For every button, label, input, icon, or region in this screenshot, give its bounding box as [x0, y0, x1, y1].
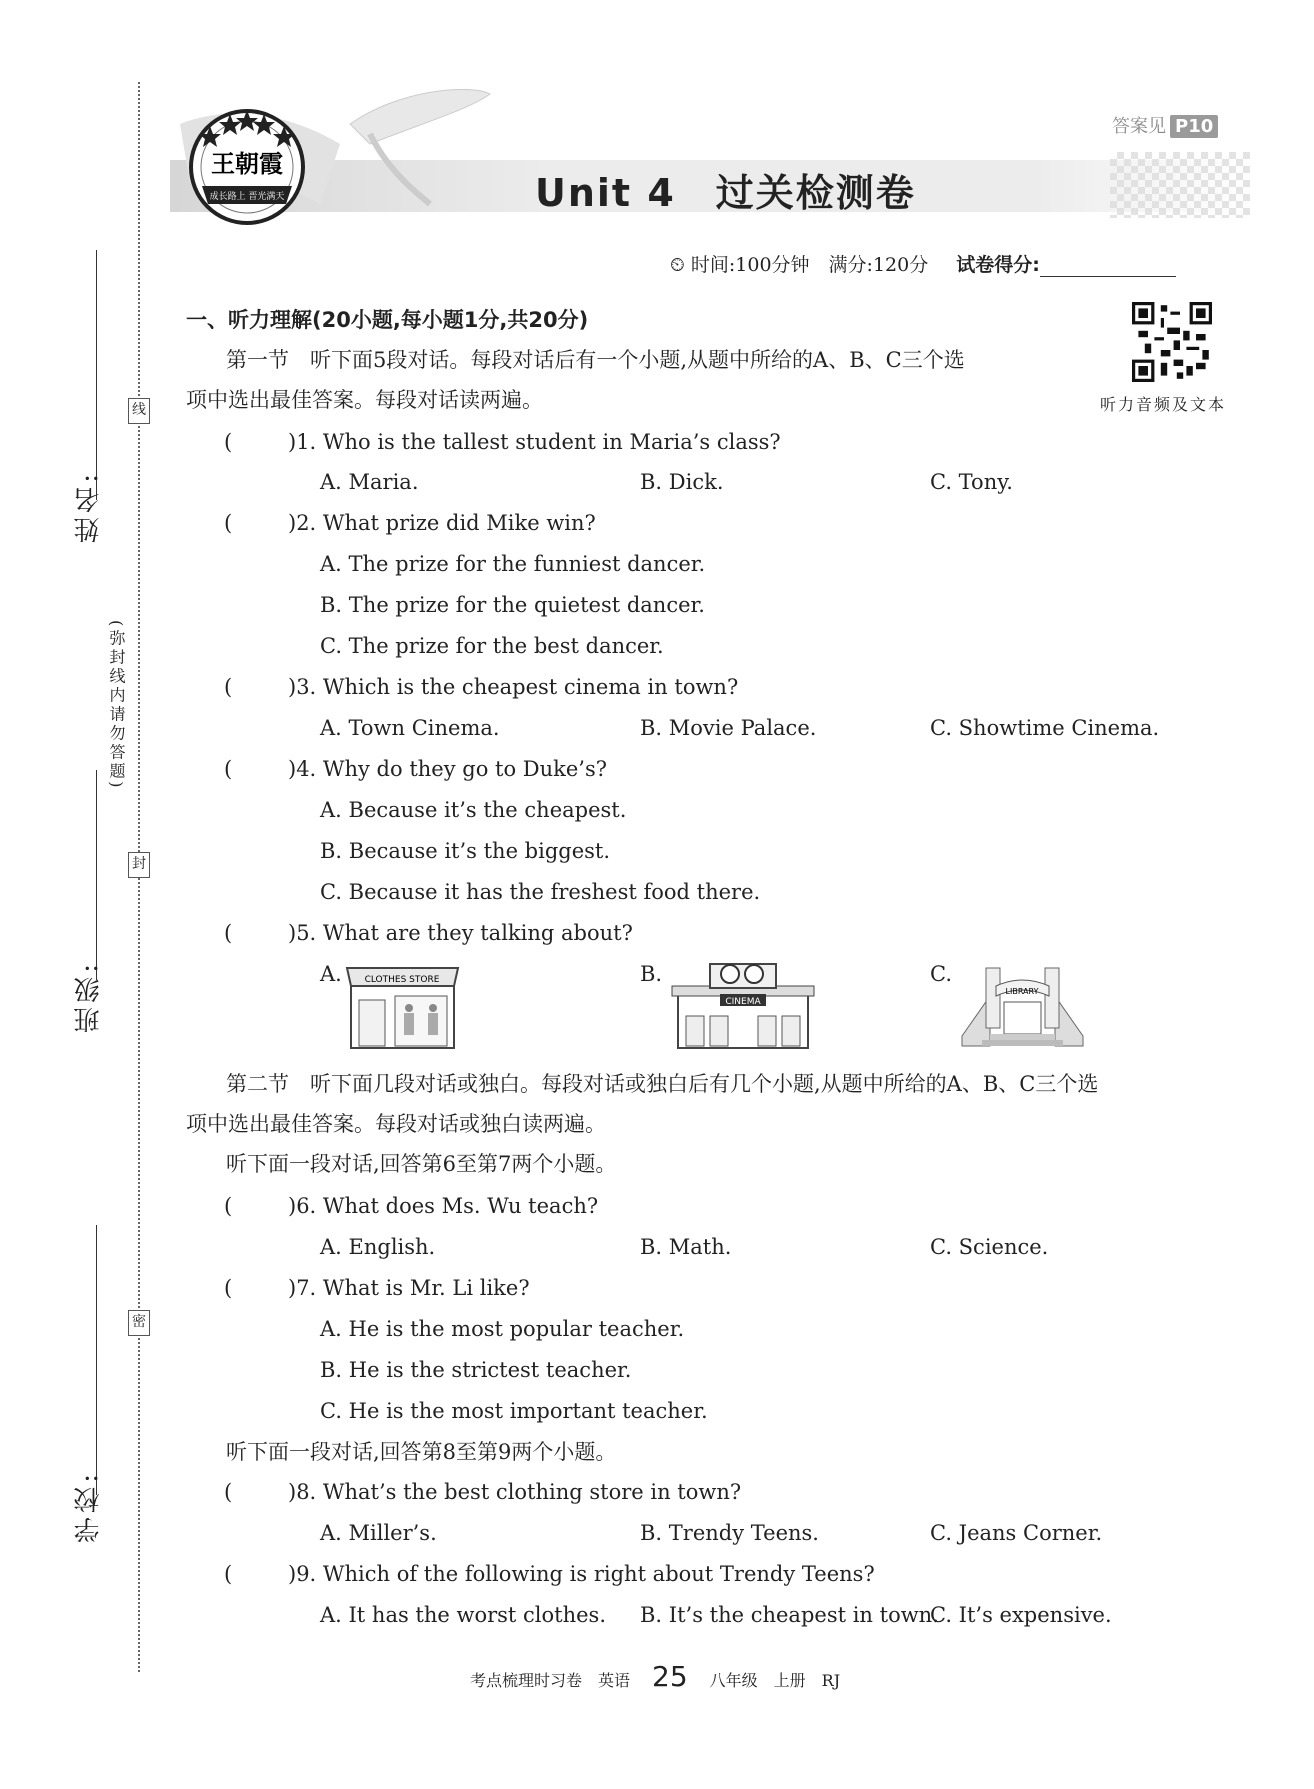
seal-note: (弥封线内请勿答题): [107, 620, 126, 791]
name-write-line: [96, 250, 97, 500]
banner-pattern: [1110, 152, 1250, 218]
part2-intro-line1: 第二节 听下面几段对话或独白。每段对话或独白后有几个小题,从题中所给的A、B、C三个选: [226, 1072, 1099, 1096]
part1-intro-line1: 第一节 听下面5段对话。每段对话后有一个小题,从题中所给的A、B、C三个选: [226, 348, 965, 372]
answer-paren[interactable]: (: [224, 1562, 233, 1586]
page-footer: [470, 1660, 990, 1693]
answer-paren[interactable]: (: [224, 511, 233, 535]
option-a: A. Maria.: [320, 470, 419, 494]
seal-mark-close: 密: [128, 1310, 150, 1336]
option-b: B. Dick.: [640, 470, 724, 494]
part2-intro-line2: 项中选出最佳答案。每段对话或独白读两遍。: [186, 1112, 606, 1136]
option-c: C. The prize for the best dancer.: [320, 634, 664, 658]
answer-paren[interactable]: (: [224, 921, 233, 945]
option-b: B. Math.: [640, 1235, 732, 1259]
question-text: )3. Which is the cheapest cinema in town?: [288, 675, 739, 699]
option-a: A. He is the most popular teacher.: [320, 1317, 685, 1341]
option-b: B. Movie Palace.: [640, 716, 817, 740]
answer-paren[interactable]: (: [224, 1276, 233, 1300]
question-text: )7. What is Mr. Li like?: [288, 1276, 530, 1300]
option-a: A. Because it’s the cheapest.: [320, 798, 627, 822]
option-a: A. The prize for the funniest dancer.: [320, 552, 706, 576]
part1-intro-line2: 项中选出最佳答案。每段对话读两遍。: [186, 388, 543, 412]
option-b: B. He is the strictest teacher.: [320, 1358, 632, 1382]
dialog-instruction-6-7: 听下面一段对话,回答第6至第7两个小题。: [226, 1152, 617, 1176]
option-b: B. Because it’s the biggest.: [320, 839, 611, 863]
option-c: C. Science.: [930, 1235, 1049, 1259]
option-a: A. Town Cinema.: [320, 716, 500, 740]
seal-mark-line: 线: [128, 398, 150, 424]
qr-label: 听力音频及文本: [1100, 395, 1227, 414]
qr-code[interactable]: [1132, 302, 1212, 382]
question-7: [224, 1276, 530, 1300]
exam-info: [670, 250, 1176, 277]
answer-ref-prefix: 答案见: [1112, 116, 1166, 137]
name-label: 姓名:: [74, 470, 104, 543]
question-text: )9. Which of the following is right about Trendy Teens?: [288, 1562, 875, 1586]
school-write-line: [96, 1225, 97, 1495]
question-4: [224, 757, 607, 781]
dialog-instruction-8-9: 听下面一段对话,回答第8至第9两个小题。: [226, 1440, 617, 1464]
option-c: C. Tony.: [930, 470, 1013, 494]
question-text: )2. What prize did Mike win?: [288, 511, 596, 535]
question-1: [224, 430, 781, 454]
school-label: 学校:: [74, 1470, 104, 1543]
question-5: [224, 921, 633, 945]
cinema-image: [670, 960, 815, 1050]
question-text: )1. Who is the tallest student in Maria’s class?: [288, 430, 781, 454]
question-9: [224, 1562, 875, 1586]
option-c: C. It’s expensive.: [930, 1603, 1112, 1627]
library-sign: LIBRARY: [1005, 987, 1039, 996]
clothes-store-image: [345, 960, 460, 1050]
option-b: B. It’s the cheapest in town.: [640, 1603, 939, 1627]
svg-text:王朝霞: 王朝霞: [211, 149, 283, 178]
option-c: C. Showtime Cinema.: [930, 716, 1160, 740]
option-b: B. The prize for the quietest dancer.: [320, 593, 705, 617]
answer-paren[interactable]: (: [224, 1194, 233, 1218]
question-text: )8. What’s the best clothing store in town?: [288, 1480, 742, 1504]
question-text: )4. Why do they go to Duke’s?: [288, 757, 607, 781]
answer-paren[interactable]: (: [224, 757, 233, 781]
score-label: 试卷得分:: [956, 254, 1040, 276]
question-text: )6. What does Ms. Wu teach?: [288, 1194, 599, 1218]
answer-paren[interactable]: (: [224, 1480, 233, 1504]
score-blank[interactable]: [1040, 258, 1176, 277]
answer-ref-page: P10: [1170, 115, 1218, 138]
question-3: [224, 675, 738, 699]
option-c-label: C.: [930, 962, 952, 986]
question-text: )5. What are they talking about?: [288, 921, 633, 945]
question-6: [224, 1194, 598, 1218]
option-b-label: B.: [640, 962, 663, 986]
option-a: A. It has the worst clothes.: [320, 1603, 607, 1627]
page-title: Unit 4 过关检测卷: [535, 171, 916, 215]
option-c: C. He is the most important teacher.: [320, 1399, 708, 1423]
question-2: [224, 511, 596, 535]
option-a-label: A.: [320, 962, 342, 986]
cinema-sign: CINEMA: [725, 997, 761, 1007]
time-info: 时间:100分钟 满分:120分: [690, 254, 929, 276]
class-write-line: [96, 770, 97, 980]
clock-icon: ⏲: [670, 254, 685, 276]
publisher-logo: [188, 108, 306, 226]
clothes-store-sign: CLOTHES STORE: [364, 975, 440, 985]
option-a: A. English.: [320, 1235, 436, 1259]
question-8: [224, 1480, 741, 1504]
answer-paren[interactable]: (: [224, 675, 233, 699]
option-a: A. Miller’s.: [320, 1521, 437, 1545]
option-c: C. Jeans Corner.: [930, 1521, 1103, 1545]
page-number: 25: [652, 1660, 688, 1693]
answer-paren[interactable]: (: [224, 430, 233, 454]
option-c: C. Because it has the freshest food there.: [320, 880, 761, 904]
answer-reference: [1112, 112, 1218, 138]
section-title: 一、听力理解(20小题,每小题1分,共20分): [186, 308, 589, 332]
library-image: [960, 956, 1085, 1052]
seal-mark-seal: 封: [128, 852, 150, 878]
class-label: 班级:: [74, 960, 104, 1033]
svg-text:成长路上 晋光满天: 成长路上 晋光满天: [209, 192, 285, 202]
option-b: B. Trendy Teens.: [640, 1521, 819, 1545]
footer-grade: 八年级 上册 RJ: [709, 1671, 841, 1690]
footer-book-title: 考点梳理时习卷 英语: [470, 1671, 631, 1690]
